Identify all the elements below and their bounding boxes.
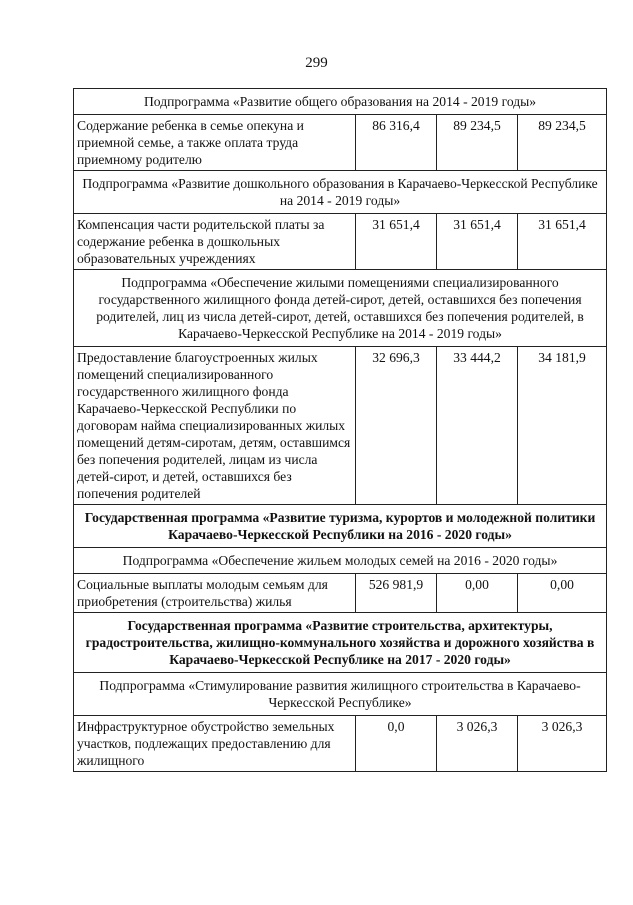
value-cell-3: 31 651,4 (518, 214, 607, 270)
value-cell-1: 0,0 (356, 716, 437, 772)
value-cell-3: 0,00 (518, 574, 607, 613)
value-cell-1: 86 316,4 (356, 115, 437, 171)
value-cell-3: 89 234,5 (518, 115, 607, 171)
value-cell-3: 3 026,3 (518, 716, 607, 772)
value-cell-2: 89 234,5 (437, 115, 518, 171)
table-row (74, 347, 607, 505)
section-header-row (74, 89, 607, 115)
section-header-row (74, 505, 607, 548)
item-name-cell: Инфраструктурное обустройство земельных участков, подлежащих предоставлению для жилищного (74, 716, 356, 772)
program-title: Государственная программа «Развитие строительства, архитектуры, градостроительства, жилищно-коммунального хозяйства и дорожного хозяйства в Карачаево-Черкесской Республике на 2017 - 2020 годы» (74, 613, 607, 673)
budget-table (73, 88, 607, 772)
value-cell-2: 0,00 (437, 574, 518, 613)
section-header-row (74, 548, 607, 574)
item-name-cell: Содержание ребенка в семье опекуна и приемной семье, а также оплата труда приемному родителю (74, 115, 356, 171)
subprogram-title: Подпрограмма «Развитие дошкольного образования в Карачаево-Черкесской Республике на 2014 - 2019 годы» (74, 171, 607, 214)
table-row (74, 574, 607, 613)
subprogram-title: Подпрограмма «Развитие общего образования на 2014 - 2019 годы» (74, 89, 607, 115)
subprogram-title: Подпрограмма «Обеспечение жилыми помещениями специализированного государственного жилищного фонда детей-сирот, детей, оставшихся без попечения родителей, лиц из числа детей-сирот, детей, оставшихся без попечения родителей, в Карачаево-Черкесской Республике на 2014 - 2019 годы» (74, 270, 607, 347)
page-number: 299 (305, 55, 328, 71)
item-name-cell: Социальные выплаты молодым семьям для приобретения (строительства) жилья (74, 574, 356, 613)
item-name-cell: Компенсация части родительской платы за содержание ребенка в дошкольных образовательных учреждениях (74, 214, 356, 270)
value-cell-2: 3 026,3 (437, 716, 518, 772)
value-cell-3: 34 181,9 (518, 347, 607, 505)
subprogram-title: Подпрограмма «Обеспечение жильем молодых семей на 2016 - 2020 годы» (74, 548, 607, 574)
section-header-row (74, 270, 607, 347)
subprogram-title: Подпрограмма «Стимулирование развития жилищного строительства в Карачаево-Черкесской Республике» (74, 673, 607, 716)
section-header-row (74, 613, 607, 673)
table-row (74, 214, 607, 270)
table-row (74, 716, 607, 772)
value-cell-1: 526 981,9 (356, 574, 437, 613)
value-cell-2: 31 651,4 (437, 214, 518, 270)
program-title: Государственная программа «Развитие туризма, курортов и молодежной политики Карачаево-Черкесской Республики на 2016 - 2020 годы» (74, 505, 607, 548)
section-header-row (74, 673, 607, 716)
value-cell-1: 32 696,3 (356, 347, 437, 505)
table-row (74, 115, 607, 171)
item-name-cell: Предоставление благоустроенных жилых помещений специализированного государственного жилищного фонда Карачаево-Черкесской Республики по договорам найма специализированных жилых помещений детям-сиротам, детям, оставшимся без попечения родителей, лицам из числа детей-сирот, и детей, оставшихся без попечения родителей (74, 347, 356, 505)
value-cell-2: 33 444,2 (437, 347, 518, 505)
section-header-row (74, 171, 607, 214)
value-cell-1: 31 651,4 (356, 214, 437, 270)
